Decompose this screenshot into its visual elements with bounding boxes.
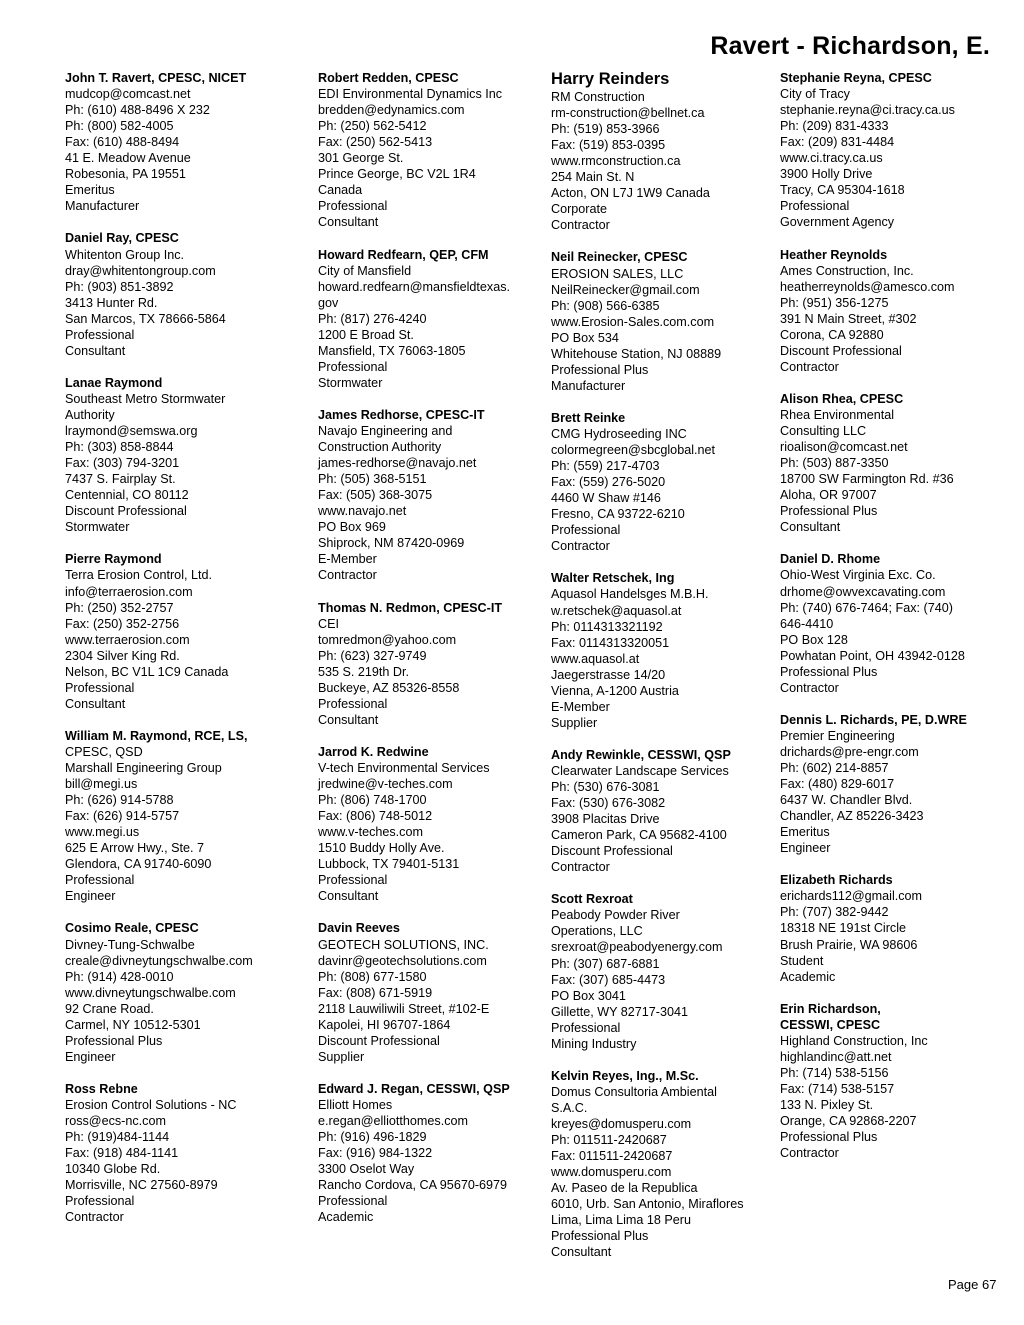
entry-detail-line: Consultant xyxy=(780,520,841,535)
member-name: Pierre Raymond xyxy=(65,552,162,567)
entry-detail-line: V-tech Environmental Services xyxy=(318,761,490,776)
entry-detail-line: Navajo Engineering and xyxy=(318,424,453,439)
page-header-title: Ravert - Richardson, E. xyxy=(710,32,990,60)
entry-detail-line: Professional xyxy=(551,523,621,538)
member-name: Jarrod K. Redwine xyxy=(318,744,429,759)
entry-detail-line: Marshall Engineering Group xyxy=(65,761,222,776)
entry-detail-line: gov xyxy=(318,295,339,310)
entry-detail-line: Consultant xyxy=(318,712,379,727)
entry-detail-line: Contractor xyxy=(780,359,839,374)
entry-detail-line: Fax: (559) 276-5020 xyxy=(551,475,666,490)
entry-detail-line: Whitehouse Station, NJ 08889 xyxy=(551,346,722,361)
directory-entry xyxy=(318,600,543,728)
entry-detail-line: Powhatan Point, OH 43942-0128 xyxy=(780,648,965,663)
entry-detail-line: Ph: (519) 853-3966 xyxy=(551,122,660,137)
entry-detail-line: Manufacturer xyxy=(551,378,626,393)
directory-entry xyxy=(780,70,1005,230)
entry-detail-line: Supplier xyxy=(318,1049,365,1064)
entry-detail-line: EDI Environmental Dynamics Inc xyxy=(318,87,503,102)
entry-detail-line: Ph: 011511-2420687 xyxy=(551,1133,667,1148)
entry-detail-line: GEOTECH SOLUTIONS, INC. xyxy=(318,937,489,952)
entry-detail-line: Rancho Cordova, CA 95670-6979 xyxy=(318,1178,508,1193)
directory-column-3 xyxy=(551,70,776,1276)
contact-link[interactable]: info@terraerosion.com xyxy=(65,584,193,599)
entry-detail-line: Professional xyxy=(65,1194,135,1209)
member-name: Lanae Raymond xyxy=(65,375,163,390)
entry-detail-line: Contractor xyxy=(65,1210,124,1225)
entry-detail-line: 2304 Silver King Rd. xyxy=(65,648,180,663)
directory-column-4 xyxy=(780,70,1005,1177)
entry-detail-line: Kapolei, HI 96707-1864 xyxy=(318,1017,451,1032)
entry-detail-line: Stormwater xyxy=(65,520,130,535)
directory-entry xyxy=(65,920,305,1064)
entry-detail-line: Rhea Environmental xyxy=(780,407,895,422)
entry-detail-line: Ph: (916) 496-1829 xyxy=(318,1130,427,1145)
entry-detail-line: E-Member xyxy=(318,552,377,567)
entry-detail-line: Professional xyxy=(780,199,850,214)
entry-detail-line: Discount Professional xyxy=(318,1033,440,1048)
entry-detail-line: Professional xyxy=(65,327,135,342)
entry-detail-line: PO Box 534 xyxy=(551,330,619,345)
entry-detail-line: Engineer xyxy=(65,1049,116,1064)
entry-detail-line: Fax: (519) 853-0395 xyxy=(551,138,666,153)
directory-entry xyxy=(780,391,1005,535)
entry-detail-line: 646-4410 xyxy=(780,616,834,631)
member-name: Ross Rebne xyxy=(65,1081,138,1096)
contact-link[interactable]: lraymond@semswa.org xyxy=(65,424,198,439)
entry-detail-line: Manufacturer xyxy=(65,199,140,214)
entry-detail-line: Fax: (916) 984-1322 xyxy=(318,1146,433,1161)
entry-detail-line: Southeast Metro Stormwater xyxy=(65,391,226,406)
entry-detail-line: Ph: (505) 368-5151 xyxy=(318,472,427,487)
entry-detail-line: 18318 NE 191st Circle xyxy=(780,921,907,936)
contact-link[interactable]: rioalison@comcast.net xyxy=(780,440,908,455)
entry-detail-line: Fax: 011511-2420687 xyxy=(551,1149,673,1164)
entry-detail-line: Ohio-West Virginia Exc. Co. xyxy=(780,568,936,583)
contact-link[interactable]: e.regan@elliotthomes.com xyxy=(318,1114,468,1129)
contact-link[interactable]: jredwine@v-teches.com xyxy=(318,777,453,792)
contact-link[interactable]: colormegreen@sbcglobal.net xyxy=(551,443,716,458)
entry-detail-line: Fax: (505) 368-3075 xyxy=(318,488,433,503)
member-name: Davin Reeves xyxy=(318,921,400,936)
entry-detail-line: PO Box 128 xyxy=(780,632,848,647)
entry-detail-line: Fax: (530) 676-3082 xyxy=(551,796,666,811)
contact-link[interactable]: www.Erosion-Sales.com.com xyxy=(551,314,715,329)
entry-detail-line: City of Mansfield xyxy=(318,263,412,278)
contact-link[interactable]: www.rmconstruction.ca xyxy=(551,154,681,169)
contact-link[interactable]: www.ci.tracy.ca.us xyxy=(780,151,883,166)
directory-entry xyxy=(551,70,776,233)
directory-entry xyxy=(780,247,1005,375)
entry-detail-line: Ph: (817) 276-4240 xyxy=(318,311,427,326)
entry-detail-line: 535 S. 219th Dr. xyxy=(318,664,410,679)
entry-detail-line: Professional xyxy=(65,873,135,888)
entry-detail-line: 10340 Globe Rd. xyxy=(65,1162,161,1177)
contact-link[interactable]: highlandinc@att.net xyxy=(780,1049,892,1064)
entry-detail-line: E-Member xyxy=(551,699,610,714)
entry-detail-line: Premier Engineering xyxy=(780,728,895,743)
entry-detail-line: Ph: (307) 687-6881 xyxy=(551,956,660,971)
entry-detail-line: Discount Professional xyxy=(780,343,902,358)
entry-detail-line: Corona, CA 92880 xyxy=(780,327,884,342)
directory-entry xyxy=(318,920,543,1064)
entry-detail-line: Robesonia, PA 19551 xyxy=(65,167,186,182)
entry-detail-line: Professional Plus xyxy=(780,504,878,519)
entry-detail-line: Engineer xyxy=(65,889,116,904)
member-name: Thomas N. Redmon, CPESC-IT xyxy=(318,600,503,615)
member-name: Elizabeth Richards xyxy=(780,873,893,888)
contact-link[interactable]: mudcop@comcast.net xyxy=(65,87,191,102)
entry-detail-line: City of Tracy xyxy=(780,87,850,102)
entry-detail-line: 1200 E Broad St. xyxy=(318,327,414,342)
directory-entry xyxy=(551,891,776,1051)
entry-detail-line: Fax: (307) 685-4473 xyxy=(551,972,666,987)
entry-detail-line: Consultant xyxy=(65,696,126,711)
member-name: Robert Redden, CPESC xyxy=(318,71,459,85)
member-name: Alison Rhea, CPESC xyxy=(780,391,904,406)
entry-detail-line: 625 E Arrow Hwy., Ste. 7 xyxy=(65,841,205,856)
entry-detail-line: Ph: (707) 382-9442 xyxy=(780,905,889,920)
entry-detail-line: Ph: (808) 677-1580 xyxy=(318,969,427,984)
entry-detail-line: Lima, Lima Lima 18 Peru xyxy=(551,1213,691,1228)
entry-detail-line: Fax: (918) 484-1141 xyxy=(65,1146,179,1161)
entry-detail-line: Discount Professional xyxy=(65,504,187,519)
entry-detail-line: Highland Construction, Inc xyxy=(780,1033,928,1048)
directory-entry xyxy=(780,1001,1005,1161)
entry-detail-line: Ph: (250) 562-5412 xyxy=(318,119,427,134)
entry-detail-line: Domus Consultoria Ambiental xyxy=(551,1084,717,1099)
entry-detail-line: Fax: (714) 538-5157 xyxy=(780,1081,895,1096)
entry-detail-line: Aquasol Handelsges M.B.H. xyxy=(551,587,709,602)
entry-detail-line: Contractor xyxy=(318,568,377,583)
member-name-continued: CESSWI, CPESC xyxy=(780,1017,881,1032)
contact-link[interactable]: srexroat@peabodyenergy.com xyxy=(551,940,723,955)
directory-entry xyxy=(551,1068,776,1261)
directory-entry xyxy=(318,744,543,904)
member-name: Erin Richardson, xyxy=(780,1001,881,1016)
entry-detail-line: Contractor xyxy=(780,1146,839,1161)
entry-detail-line: Centennial, CO 80112 xyxy=(65,488,189,503)
entry-detail-line: Brush Prairie, WA 98606 xyxy=(780,937,918,952)
member-name: John T. Ravert, CPESC, NICET xyxy=(65,71,247,85)
entry-detail-line: 6437 W. Chandler Blvd. xyxy=(780,793,913,808)
entry-detail-line: Mansfield, TX 76063-1805 xyxy=(318,343,466,358)
contact-link[interactable]: www.divneytungschwalbe.com xyxy=(65,985,236,1000)
entry-detail-line: Ph: (800) 582-4005 xyxy=(65,119,174,134)
entry-detail-line: Professional xyxy=(551,1020,621,1035)
entry-detail-line: Professional Plus xyxy=(780,664,878,679)
entry-detail-line: Fax: (610) 488-8494 xyxy=(65,135,180,150)
entry-detail-line: Ph: (602) 214-8857 xyxy=(780,761,889,776)
contact-link[interactable]: erichards112@gmail.com xyxy=(780,889,923,904)
contact-link[interactable]: bredden@edynamics.com xyxy=(318,103,465,118)
contact-link[interactable]: rm-construction@bellnet.ca xyxy=(551,106,705,121)
entry-detail-line: Fax: (250) 562-5413 xyxy=(318,135,433,150)
directory-entry xyxy=(780,551,1005,695)
entry-detail-line: Government Agency xyxy=(780,215,895,230)
entry-detail-line: Professional xyxy=(65,680,135,695)
entry-detail-line: Gillette, WY 82717-3041 xyxy=(551,1004,688,1019)
entry-detail-line: Professional Plus xyxy=(780,1130,878,1145)
entry-detail-line: Whitenton Group Inc. xyxy=(65,247,185,262)
entry-detail-line: Carmel, NY 10512-5301 xyxy=(65,1017,201,1032)
directory-entry xyxy=(65,551,305,711)
contact-link[interactable]: james-redhorse@navajo.net xyxy=(318,456,477,471)
contact-link[interactable]: creale@divneytungschwalbe.com xyxy=(65,953,253,968)
entry-detail-line: Acton, ON L7J 1W9 Canada xyxy=(551,186,710,201)
contact-link[interactable]: heatherreynolds@amesco.com xyxy=(780,279,955,294)
member-name: Howard Redfearn, QEP, CFM xyxy=(318,247,489,262)
entry-detail-line: Professional xyxy=(318,199,388,214)
contact-link[interactable]: davinr@geotechsolutions.com xyxy=(318,953,487,968)
entry-detail-line: Professional xyxy=(318,359,388,374)
entry-detail-line: Fax: (209) 831-4484 xyxy=(780,135,895,150)
entry-detail-line: Jaegerstrasse 14/20 xyxy=(551,667,666,682)
entry-detail-line: Academic xyxy=(780,969,836,984)
entry-detail-line: Fax: (808) 671-5919 xyxy=(318,985,433,1000)
entry-detail-line: Fresno, CA 93722-6210 xyxy=(551,507,685,522)
entry-detail-line: Tracy, CA 95304-1618 xyxy=(780,183,905,198)
contact-link[interactable]: ross@ecs-nc.com xyxy=(65,1114,166,1129)
member-name: Dennis L. Richards, PE, D.WRE xyxy=(780,712,967,727)
entry-detail-line: Fax: (480) 829-6017 xyxy=(780,777,895,792)
entry-detail-line: Ph: (303) 858-8844 xyxy=(65,440,174,455)
entry-detail-line: Emeritus xyxy=(65,183,115,198)
entry-detail-line: 133 N. Pixley St. xyxy=(780,1098,874,1112)
entry-detail-line: Professional xyxy=(318,873,388,888)
member-name: Stephanie Reyna, CPESC xyxy=(780,71,932,85)
page-number: Page 67 xyxy=(948,1277,997,1292)
directory-entry xyxy=(318,1081,543,1225)
member-name: William M. Raymond, RCE, LS, xyxy=(65,728,248,743)
entry-detail-line: Erosion Control Solutions - NC xyxy=(65,1098,237,1112)
entry-detail-line: Authority xyxy=(65,407,115,422)
entry-detail-line: Ph: (623) 327-9749 xyxy=(318,648,427,663)
contact-link[interactable]: w.retschek@aquasol.at xyxy=(551,603,682,618)
entry-detail-line: RM Construction xyxy=(551,90,645,104)
entry-detail-line: Ph: (503) 887-3350 xyxy=(780,456,889,471)
contact-link[interactable]: www.v-teches.com xyxy=(318,825,423,840)
directory-entry xyxy=(780,872,1005,984)
member-name: Harry Reinders xyxy=(551,70,670,88)
directory-column-1 xyxy=(65,70,305,1241)
directory-entry xyxy=(551,570,776,730)
entry-detail-line: 3300 Oselot Way xyxy=(318,1162,415,1177)
entry-detail-line: Construction Authority xyxy=(318,440,442,455)
entry-detail-line: Ph: (740) 676-7464; Fax: (740) xyxy=(780,600,953,615)
entry-detail-line: Buckeye, AZ 85326-8558 xyxy=(318,680,460,695)
entry-detail-line: Clearwater Landscape Services xyxy=(551,763,729,778)
entry-detail-line: Stormwater xyxy=(318,375,383,390)
contact-link[interactable]: www.domusperu.com xyxy=(551,1165,672,1180)
member-name: Cosimo Reale, CPESC xyxy=(65,921,199,936)
entry-detail-line: 3413 Hunter Rd. xyxy=(65,295,158,310)
entry-detail-line: Ph: (908) 566-6385 xyxy=(551,298,660,313)
entry-detail-line: CPESC, QSD xyxy=(65,744,143,759)
entry-detail-line: Ph: (610) 488-8496 X 232 xyxy=(65,103,210,118)
entry-detail-line: Contractor xyxy=(780,680,839,695)
entry-detail-line: San Marcos, TX 78666-5864 xyxy=(65,311,226,326)
entry-detail-line: 301 George St. xyxy=(318,151,404,166)
member-name: Daniel Ray, CPESC xyxy=(65,231,179,246)
entry-detail-line: 391 N Main Street, #302 xyxy=(780,311,917,326)
entry-detail-line: Chandler, AZ 85226-3423 xyxy=(780,809,924,824)
member-name: Kelvin Reyes, Ing., M.Sc. xyxy=(551,1068,699,1083)
contact-link[interactable]: www.navajo.net xyxy=(318,504,407,519)
entry-detail-line: Terra Erosion Control, Ltd. xyxy=(65,568,212,583)
contact-link[interactable]: drichards@pre-engr.com xyxy=(780,744,919,759)
entry-detail-line: Professional xyxy=(318,696,388,711)
entry-detail-line: Consultant xyxy=(551,1245,612,1260)
entry-detail-line: Ph: (626) 914-5788 xyxy=(65,793,174,808)
directory-entry xyxy=(780,712,1005,856)
member-name: Heather Reynolds xyxy=(780,247,888,262)
entry-detail-line: Shiprock, NM 87420-0969 xyxy=(318,536,465,551)
entry-detail-line: 3900 Holly Drive xyxy=(780,167,873,182)
entry-detail-line: Ph: 0114313321192 xyxy=(551,619,663,634)
directory-entry xyxy=(65,375,305,535)
member-name: Brett Reinke xyxy=(551,410,626,425)
entry-detail-line: Professional xyxy=(318,1194,388,1209)
entry-detail-line: Professional Plus xyxy=(65,1033,163,1048)
contact-link[interactable]: drhome@owvexcavating.com xyxy=(780,584,946,599)
entry-detail-line: Av. Paseo de la Republica xyxy=(551,1181,698,1196)
member-name: Neil Reinecker, CPESC xyxy=(551,250,688,265)
entry-detail-line: Supplier xyxy=(551,715,598,730)
entry-detail-line: EROSION SALES, LLC xyxy=(551,266,684,281)
entry-detail-line: Consulting LLC xyxy=(780,424,867,439)
entry-detail-line: Contractor xyxy=(551,218,610,233)
entry-detail-line: Ph: (919)484-1144 xyxy=(65,1130,170,1145)
entry-detail-line: Fax: (250) 352-2756 xyxy=(65,616,180,631)
entry-detail-line: Professional Plus xyxy=(551,1229,649,1244)
entry-detail-line: CMG Hydroseeding INC xyxy=(551,426,687,441)
entry-detail-line: Ph: (559) 217-4703 xyxy=(551,459,660,474)
entry-detail-line: 7437 S. Fairplay St. xyxy=(65,472,176,487)
entry-detail-line: Fax: (806) 748-5012 xyxy=(318,809,433,824)
member-name: Daniel D. Rhome xyxy=(780,552,881,567)
directory-entry xyxy=(551,747,776,875)
entry-detail-line: 6010, Urb. San Antonio, Miraflores xyxy=(551,1197,744,1212)
entry-detail-line: CEI xyxy=(318,616,339,631)
contact-link[interactable]: howard.redfearn@mansfieldtexas. xyxy=(318,279,510,294)
contact-link[interactable]: www.aquasol.at xyxy=(551,651,640,666)
entry-detail-line: Ph: (806) 748-1700 xyxy=(318,793,427,808)
directory-entry xyxy=(65,230,305,358)
entry-detail-line: PO Box 3041 xyxy=(551,988,626,1003)
entry-detail-line: 18700 SW Farmington Rd. #36 xyxy=(780,472,954,487)
contact-link[interactable]: www.terraerosion.com xyxy=(65,632,190,647)
entry-detail-line: 4460 W Shaw #146 xyxy=(551,491,661,506)
directory-entry xyxy=(551,249,776,393)
entry-detail-line: Vienna, A-1200 Austria xyxy=(551,683,679,698)
entry-detail-line: Consultant xyxy=(318,889,379,904)
member-name: Edward J. Regan, CESSWI, QSP xyxy=(318,1081,510,1096)
contact-link[interactable]: dray@whitentongroup.com xyxy=(65,263,216,278)
directory-entry xyxy=(318,407,543,584)
directory-entry xyxy=(65,70,305,214)
entry-detail-line: Fax: (626) 914-5757 xyxy=(65,809,180,824)
directory-entry xyxy=(65,728,305,905)
entry-detail-line: 41 E. Meadow Avenue xyxy=(65,151,191,166)
entry-detail-line: Mining Industry xyxy=(551,1036,637,1051)
entry-detail-line: Contractor xyxy=(551,539,610,554)
entry-detail-line: Ph: (951) 356-1275 xyxy=(780,295,889,310)
entry-detail-line: Student xyxy=(780,953,824,968)
entry-detail-line: Ph: (914) 428-0010 xyxy=(65,969,174,984)
entry-detail-line: Ph: (903) 851-3892 xyxy=(65,279,174,294)
directory-entry xyxy=(318,247,543,391)
entry-detail-line: Operations, LLC xyxy=(551,924,643,939)
contact-link[interactable]: NeilReinecker@gmail.com xyxy=(551,282,700,297)
member-name: Andy Rewinkle, CESSWI, QSP xyxy=(551,747,731,762)
contact-link[interactable]: kreyes@domusperu.com xyxy=(551,1117,692,1131)
entry-detail-line: 2118 Lauwiliwili Street, #102-E xyxy=(318,1001,490,1016)
entry-detail-line: Peabody Powder River xyxy=(551,908,680,923)
entry-detail-line: PO Box 969 xyxy=(318,520,386,535)
entry-detail-line: Nelson, BC V1L 1C9 Canada xyxy=(65,664,229,679)
entry-detail-line: 92 Crane Road. xyxy=(65,1001,154,1016)
entry-detail-line: Ph: (250) 352-2757 xyxy=(65,600,174,615)
contact-link[interactable]: www.megi.us xyxy=(65,825,140,840)
entry-detail-line: S.A.C. xyxy=(551,1100,588,1115)
entry-detail-line: Ph: (209) 831-4333 xyxy=(780,119,889,134)
entry-detail-line: Ph: (714) 538-5156 xyxy=(780,1065,889,1080)
entry-detail-line: Fax: (303) 794-3201 xyxy=(65,456,180,471)
directory-column-2 xyxy=(318,70,543,1241)
contact-link[interactable]: bill@megi.us xyxy=(65,777,138,792)
entry-detail-line: Emeritus xyxy=(780,825,830,840)
entry-detail-line: Consultant xyxy=(65,343,126,358)
entry-detail-line: Fax: 0114313320051 xyxy=(551,635,670,650)
entry-detail-line: 1510 Buddy Holly Ave. xyxy=(318,841,445,856)
entry-detail-line: Cameron Park, CA 95682-4100 xyxy=(551,828,727,843)
entry-detail-line: Divney-Tung-Schwalbe xyxy=(65,937,195,952)
entry-detail-line: Elliott Homes xyxy=(318,1098,393,1112)
entry-detail-line: Prince George, BC V2L 1R4 xyxy=(318,167,476,182)
entry-detail-line: Consultant xyxy=(318,215,379,230)
entry-detail-line: 254 Main St. N xyxy=(551,170,635,185)
entry-detail-line: Ames Construction, Inc. xyxy=(780,263,914,278)
entry-detail-line: Professional Plus xyxy=(551,362,649,377)
entry-detail-line: Engineer xyxy=(780,841,831,856)
entry-detail-line: Contractor xyxy=(551,860,610,875)
directory-entry xyxy=(318,70,543,230)
directory-entry xyxy=(65,1081,305,1225)
directory-entry xyxy=(551,410,776,554)
entry-detail-line: Academic xyxy=(318,1210,374,1225)
entry-detail-line: Aloha, OR 97007 xyxy=(780,488,877,503)
entry-detail-line: Glendora, CA 91740-6090 xyxy=(65,857,212,872)
member-name: Scott Rexroat xyxy=(551,892,633,907)
member-name: James Redhorse, CPESC-IT xyxy=(318,407,485,422)
contact-link[interactable]: tomredmon@yahoo.com xyxy=(318,632,457,647)
contact-link[interactable]: stephanie.reyna@ci.tracy.ca.us xyxy=(780,103,955,118)
entry-detail-line: Discount Professional xyxy=(551,844,673,859)
entry-detail-line: Lubbock, TX 79401-5131 xyxy=(318,857,460,872)
entry-detail-line: Corporate xyxy=(551,202,608,217)
entry-detail-line: Ph: (530) 676-3081 xyxy=(551,780,660,795)
entry-detail-line: Morrisville, NC 27560-8979 xyxy=(65,1178,218,1193)
member-name: Walter Retschek, Ing xyxy=(551,571,675,586)
entry-detail-line: Canada xyxy=(318,183,363,198)
entry-detail-line: 3908 Placitas Drive xyxy=(551,812,660,827)
entry-detail-line: Orange, CA 92868-2207 xyxy=(780,1114,917,1129)
